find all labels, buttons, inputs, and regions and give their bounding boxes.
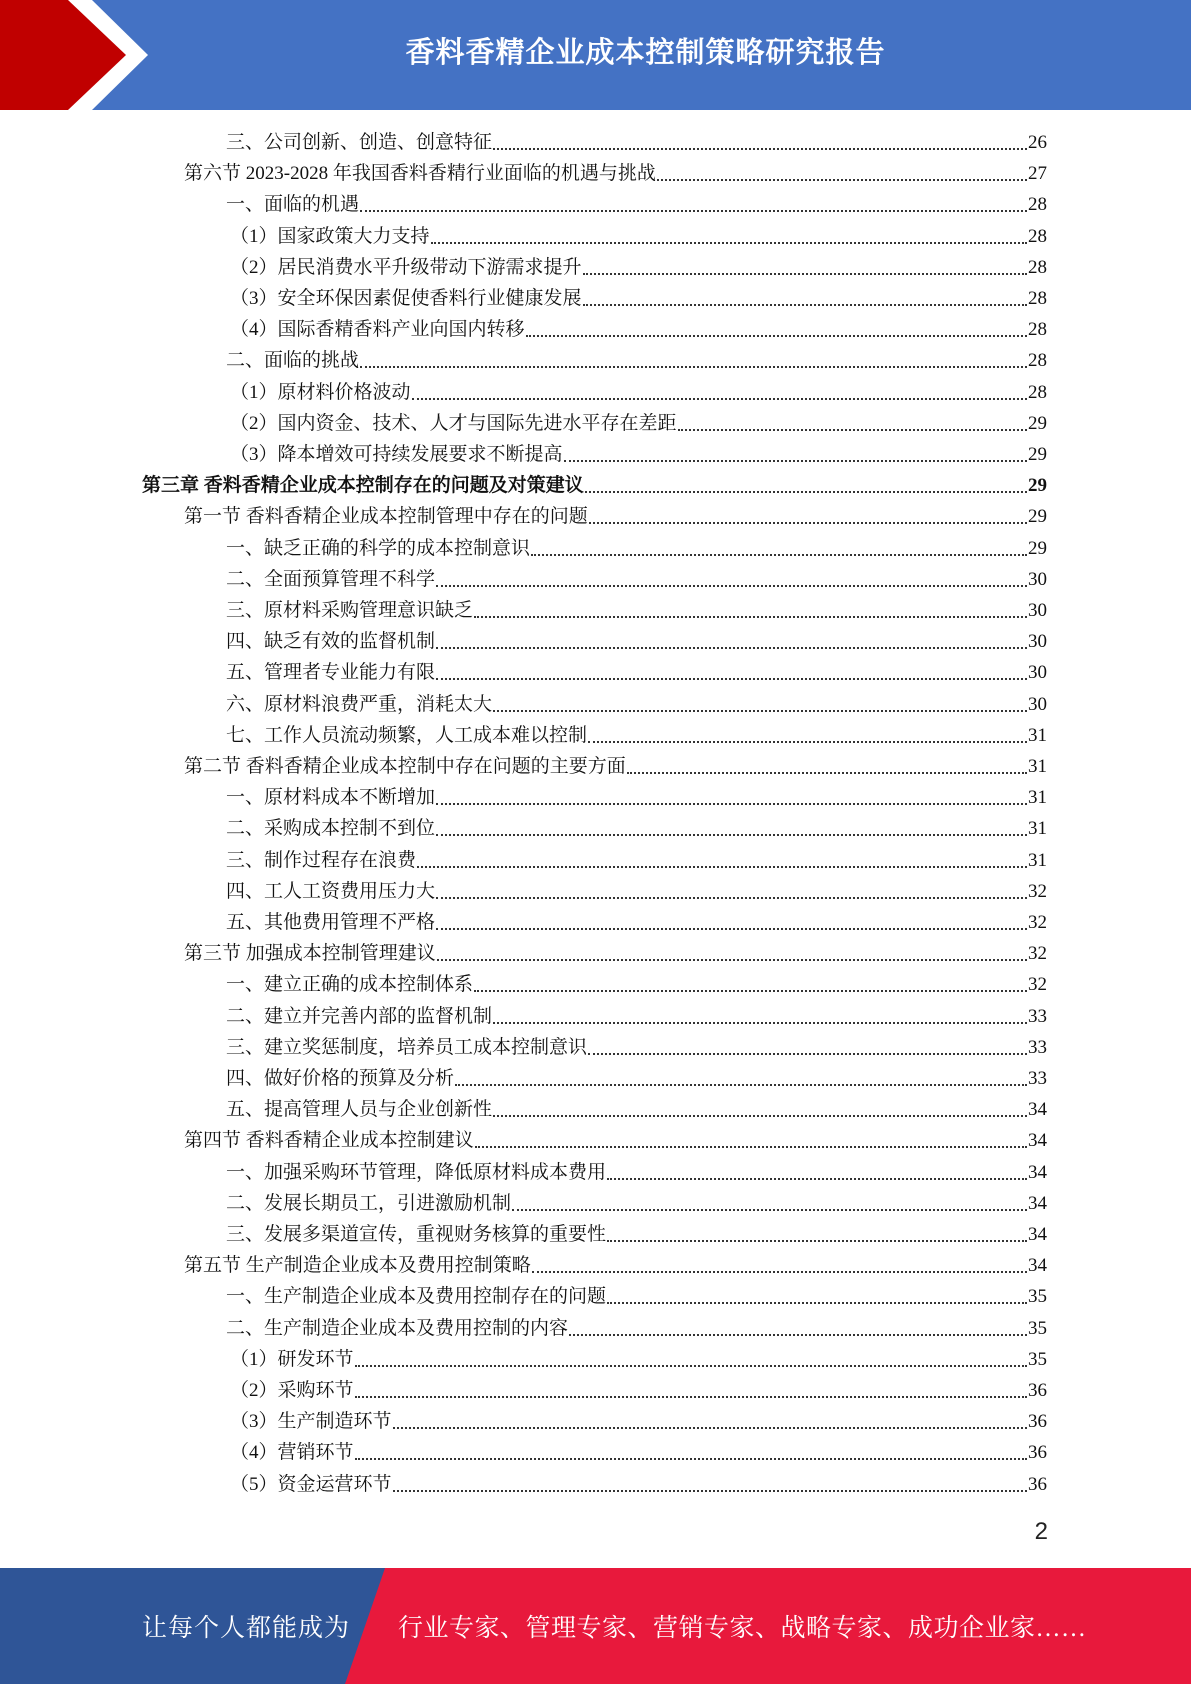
toc-entry-page: 35 <box>1028 1286 1047 1308</box>
header-band <box>0 0 1191 110</box>
toc-entry[interactable] <box>230 439 1047 470</box>
toc-entry-title: 四、缺乏有效的监督机制 <box>226 631 436 653</box>
toc-entry-title: （2）采购环节 <box>230 1380 354 1401</box>
toc-dot-leader <box>493 148 1027 150</box>
toc-entry-page: 35 <box>1028 1348 1047 1370</box>
toc-entry-page: 36 <box>1028 1380 1047 1401</box>
toc-dot-leader <box>436 897 1027 899</box>
toc-entry-title: 第一节 香料香精企业成本控制管理中存在的问题 <box>184 506 588 528</box>
toc-entry[interactable] <box>226 1313 1047 1344</box>
toc-dot-leader <box>588 741 1027 743</box>
toc-entry[interactable] <box>230 283 1047 314</box>
toc-dot-leader <box>355 1458 1027 1460</box>
toc-entry-title: 第三章 香料香精企业成本控制存在的问题及对策建议 <box>142 475 584 497</box>
toc-entry-title: 三、制作过程存在浪费 <box>226 849 417 871</box>
toc-entry-page: 28 <box>1028 350 1047 372</box>
toc-dot-leader <box>360 366 1027 368</box>
toc-entry-page: 34 <box>1028 1255 1047 1277</box>
toc-entry-title: 第三节 加强成本控制管理建议 <box>184 943 436 965</box>
toc-entry-title: 四、工人工资费用压力大 <box>226 880 436 902</box>
toc-entry-page: 27 <box>1028 163 1047 185</box>
toc-entry-page: 35 <box>1028 1317 1047 1339</box>
toc-entry-page: 34 <box>1028 1130 1047 1152</box>
toc-dot-leader <box>532 1271 1027 1273</box>
toc-entry[interactable] <box>230 221 1047 252</box>
toc-dot-leader <box>583 273 1027 275</box>
toc-dot-leader <box>493 1022 1027 1024</box>
toc-dot-leader <box>436 585 1027 587</box>
toc-dot-leader <box>531 554 1027 556</box>
toc-entry[interactable] <box>184 1125 1047 1156</box>
page-number: 2 <box>1034 1518 1048 1545</box>
toc-entry-title: （1）研发环节 <box>230 1348 354 1370</box>
toc-dot-leader <box>588 1053 1027 1055</box>
toc-entry-page: 28 <box>1028 194 1047 216</box>
toc-entry-title: 第四节 香料香精企业成本控制建议 <box>184 1130 474 1152</box>
toc-entry-title: 三、原材料采购管理意识缺乏 <box>226 600 474 621</box>
toc-entry[interactable] <box>230 1437 1047 1468</box>
toc-entry-page: 29 <box>1028 537 1047 559</box>
toc-dot-leader <box>512 1209 1027 1211</box>
toc-entry[interactable] <box>226 845 1047 876</box>
toc-dot-leader <box>569 1334 1027 1336</box>
toc-entry-page: 30 <box>1028 600 1047 621</box>
toc-entry-title: 一、缺乏正确的科学的成本控制意识 <box>226 537 531 559</box>
toc-entry[interactable] <box>226 657 1047 688</box>
toc-entry-page: 34 <box>1028 1192 1047 1214</box>
toc-entry-page: 30 <box>1028 693 1047 715</box>
report-title: 香料香精企业成本控制策略研究报告 <box>405 34 886 69</box>
toc-dot-leader <box>436 928 1027 930</box>
toc-entry-page: 36 <box>1028 1473 1047 1495</box>
toc-entry-title: （2）居民消费水平升级带动下游需求提升 <box>230 256 582 278</box>
toc-entry-title: 一、建立正确的成本控制体系 <box>226 974 474 996</box>
toc-entry-title: （3）安全环保因素促使香料行业健康发展 <box>230 288 582 309</box>
toc-dot-leader <box>412 398 1027 400</box>
toc-entry[interactable] <box>226 626 1047 657</box>
toc-entry-page: 31 <box>1028 849 1047 871</box>
toc-dot-leader <box>360 210 1027 212</box>
toc-entry-title: 二、全面预算管理不科学 <box>226 568 436 590</box>
toc-entry-title: （2）国内资金、技术、人才与国际先进水平存在差距 <box>230 412 677 434</box>
toc-entry-page: 28 <box>1028 288 1047 309</box>
toc-entry[interactable] <box>226 876 1047 907</box>
toc-entry-title: 第五节 生产制造企业成本及费用控制策略 <box>184 1255 531 1277</box>
toc-dot-leader <box>393 1490 1027 1492</box>
toc-entry-title: 第六节 2023-2028 年我国香料香精行业面临的机遇与挑战 <box>184 163 656 185</box>
toc-entry-page: 33 <box>1028 1068 1047 1089</box>
toc-entry-title: 第二节 香料香精企业成本控制中存在问题的主要方面 <box>184 756 626 777</box>
toc-entry-title: 四、做好价格的预算及分析 <box>226 1068 455 1089</box>
toc-entry-title: 一、生产制造企业成本及费用控制存在的问题 <box>226 1286 607 1308</box>
toc-entry[interactable] <box>226 1094 1047 1125</box>
toc-entry-page: 30 <box>1028 568 1047 590</box>
toc-entry-page: 32 <box>1028 880 1047 902</box>
toc-entry[interactable] <box>226 127 1047 158</box>
toc-entry-title: 三、公司创新、创造、创意特征 <box>226 132 493 153</box>
toc-entry-page: 36 <box>1028 1442 1047 1464</box>
toc-entry[interactable] <box>226 813 1047 844</box>
toc-dot-leader <box>436 834 1027 836</box>
toc-dot-leader <box>627 772 1027 774</box>
toc-entry-title: 二、面临的挑战 <box>226 350 360 372</box>
toc-entry[interactable] <box>226 345 1047 376</box>
toc-entry[interactable] <box>184 1250 1047 1281</box>
toc-entry[interactable] <box>226 782 1047 813</box>
toc-dot-leader <box>436 678 1027 680</box>
toc-entry-title: 一、原材料成本不断增加 <box>226 787 436 809</box>
toc-entry[interactable] <box>226 1219 1047 1250</box>
toc-entry-page: 31 <box>1028 787 1047 809</box>
toc-dot-leader <box>474 990 1027 992</box>
toc-dot-leader <box>436 803 1027 805</box>
toc-dot-leader <box>585 491 1027 493</box>
toc-entry-title: 七、工作人员流动频繁，人工成本难以控制 <box>226 724 588 746</box>
toc-entry-title: （4）营销环节 <box>230 1442 354 1464</box>
toc-entry-page: 26 <box>1028 132 1047 153</box>
toc-dot-leader <box>564 460 1027 462</box>
toc-entry-title: 一、加强采购环节管理，降低原材料成本费用 <box>226 1161 607 1183</box>
toc-entry-page: 31 <box>1028 724 1047 746</box>
toc-dot-leader <box>657 179 1027 181</box>
toc-entry[interactable] <box>226 907 1047 938</box>
toc-dot-leader <box>455 1084 1027 1086</box>
toc-dot-leader <box>493 710 1027 712</box>
toc-entry[interactable] <box>226 533 1047 564</box>
toc-entry[interactable] <box>226 720 1047 751</box>
toc-dot-leader <box>436 647 1027 649</box>
toc-dot-leader <box>607 1302 1027 1304</box>
toc-dot-leader <box>589 522 1027 524</box>
toc-entry[interactable] <box>230 1406 1047 1437</box>
toc-entry[interactable] <box>184 938 1047 969</box>
toc-entry[interactable] <box>226 595 1047 626</box>
toc-entry-title: 五、提高管理人员与企业创新性 <box>226 1099 493 1121</box>
footer-slogan-left: 让每个人都能成为 <box>142 1615 351 1642</box>
toc-entry[interactable] <box>184 501 1047 532</box>
toc-entry[interactable] <box>226 189 1047 220</box>
toc-entry-page: 32 <box>1028 943 1047 965</box>
toc-entry-page: 32 <box>1028 912 1047 933</box>
toc-entry[interactable] <box>184 751 1047 782</box>
toc-dot-leader <box>355 1396 1027 1398</box>
toc-entry-title: 三、建立奖惩制度，培养员工成本控制意识 <box>226 1036 588 1058</box>
toc-dot-leader <box>526 335 1027 337</box>
toc-entry-page: 30 <box>1028 662 1047 684</box>
toc-dot-leader <box>437 959 1027 961</box>
footer-slogan-right: 行业专家、管理专家、营销专家、战略专家、成功企业家…… <box>398 1615 1087 1642</box>
toc-entry-page: 31 <box>1028 756 1047 777</box>
toc-entry-title: （3）生产制造环节 <box>230 1411 392 1433</box>
toc-dot-leader <box>474 616 1027 618</box>
toc-entry[interactable] <box>230 314 1047 345</box>
toc-entry-page: 30 <box>1028 631 1047 653</box>
toc-entry[interactable] <box>226 1281 1047 1312</box>
toc-entry-title: 五、其他费用管理不严格 <box>226 912 436 933</box>
toc-entry[interactable] <box>184 158 1047 189</box>
toc-entry-title: （1）国家政策大力支持 <box>230 225 430 247</box>
toc-entry[interactable] <box>226 1063 1047 1094</box>
footer-band <box>0 1568 1191 1684</box>
toc-entry-page: 29 <box>1028 444 1047 465</box>
toc-entry-page: 29 <box>1028 412 1047 434</box>
toc-dot-leader <box>431 242 1027 244</box>
toc-entry-page: 34 <box>1028 1224 1047 1245</box>
toc-entry-title: 二、生产制造企业成本及费用控制的内容 <box>226 1317 569 1339</box>
toc-entry-page: 32 <box>1028 974 1047 996</box>
toc-entry-page: 31 <box>1028 818 1047 840</box>
toc-dot-leader <box>393 1427 1027 1429</box>
toc-entry[interactable] <box>226 1032 1047 1063</box>
toc-entry-title: 六、原材料浪费严重，消耗太大 <box>226 693 493 715</box>
toc-entry-page: 29 <box>1028 475 1047 497</box>
toc-entry-title: （5）资金运营环节 <box>230 1473 392 1495</box>
toc-entry[interactable] <box>230 1469 1047 1500</box>
toc-entry-page: 34 <box>1028 1099 1047 1121</box>
header-chevron-graphic <box>0 0 160 110</box>
toc-entry[interactable] <box>230 1375 1047 1406</box>
toc-entry-page: 34 <box>1028 1161 1047 1183</box>
toc-entry-page: 36 <box>1028 1411 1047 1433</box>
toc-entry[interactable] <box>226 689 1047 720</box>
toc-dot-leader <box>607 1178 1027 1180</box>
toc-entry[interactable] <box>230 408 1047 439</box>
toc-dot-leader <box>678 429 1027 431</box>
toc-entry-page: 28 <box>1028 256 1047 278</box>
toc-entry-page: 28 <box>1028 381 1047 403</box>
toc-entry-page: 33 <box>1028 1005 1047 1027</box>
toc-entry-page: 28 <box>1028 225 1047 247</box>
toc-entry-title: 一、面临的机遇 <box>226 194 360 216</box>
toc-entry-title: 五、管理者专业能力有限 <box>226 662 436 684</box>
toc-entry-page: 29 <box>1028 506 1047 528</box>
toc-entry[interactable] <box>142 470 1047 501</box>
toc-dot-leader <box>417 866 1027 868</box>
toc-entry[interactable] <box>226 1157 1047 1188</box>
toc-entry-page: 33 <box>1028 1036 1047 1058</box>
toc-entry[interactable] <box>230 1344 1047 1375</box>
toc-dot-leader <box>583 304 1027 306</box>
toc-entry[interactable] <box>226 564 1047 595</box>
toc-dot-leader <box>475 1146 1027 1148</box>
toc-entry-title: 二、采购成本控制不到位 <box>226 818 436 840</box>
toc-entry-title: 二、发展长期员工，引进激励机制 <box>226 1192 512 1214</box>
toc-entry-title: （4）国际香精香料产业向国内转移 <box>230 319 525 341</box>
toc-entry[interactable] <box>226 1001 1047 1032</box>
toc-dot-leader <box>607 1240 1027 1242</box>
toc-entry-page: 28 <box>1028 319 1047 341</box>
toc-dot-leader <box>493 1115 1027 1117</box>
toc-entry[interactable] <box>226 969 1047 1000</box>
toc-entry[interactable] <box>230 252 1047 283</box>
toc-entry-title: 二、建立并完善内部的监督机制 <box>226 1005 493 1027</box>
toc-entry-title: （3）降本增效可持续发展要求不断提高 <box>230 444 563 465</box>
toc-entry-title: 三、发展多渠道宣传，重视财务核算的重要性 <box>226 1224 607 1245</box>
toc-entry-title: （1）原材料价格波动 <box>230 381 411 403</box>
toc-entry[interactable] <box>226 1188 1047 1219</box>
toc-entry[interactable] <box>230 377 1047 408</box>
toc-dot-leader <box>355 1365 1027 1367</box>
